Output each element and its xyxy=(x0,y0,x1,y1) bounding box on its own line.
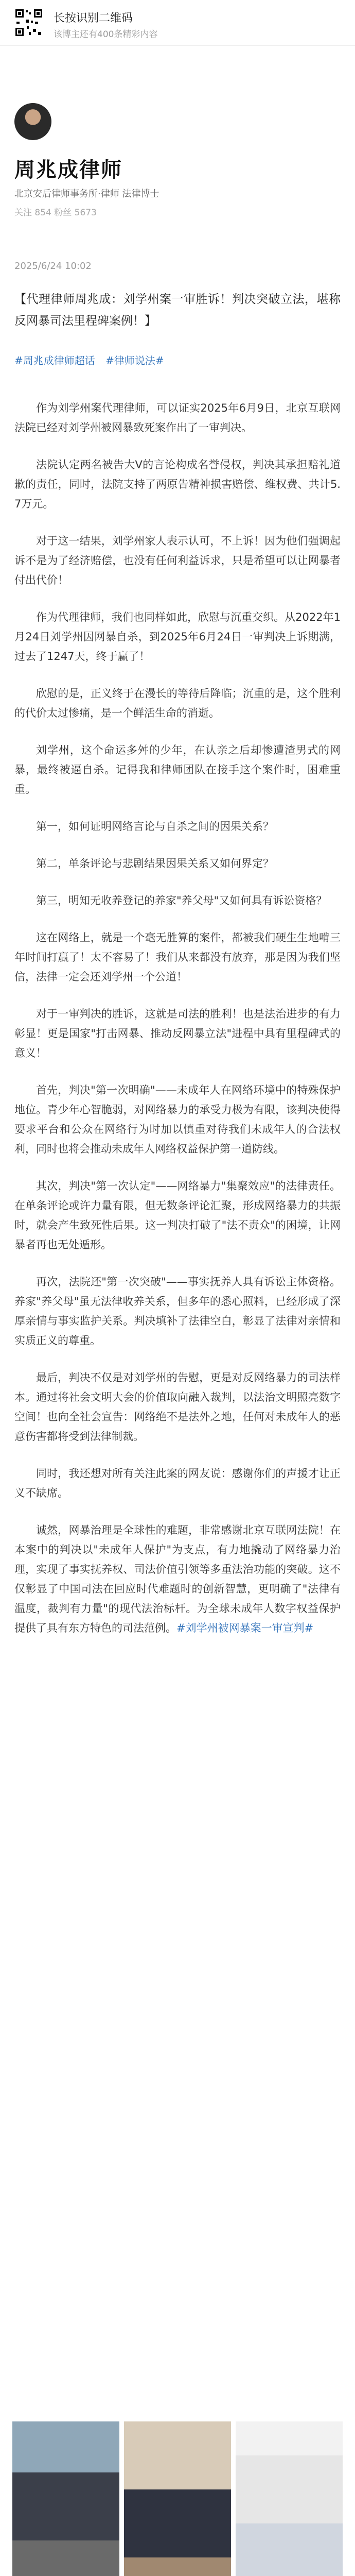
paragraph: 对于这一结果，刘学州家人表示认可，不上诉！因为他们强调起诉不是为了经济赔偿，也没有任何利益诉求，只是希望可以让网暴者付出代价！ xyxy=(14,535,341,586)
post-headline: 【代理律师周兆成：刘学州案一审胜诉！判决突破立法，堪称反网暴司法里程碑案例！】 xyxy=(14,293,341,328)
qr-code-icon[interactable] xyxy=(14,8,43,37)
paragraph: 作为代理律师，我们也同样如此，欣慰与沉重交织。从2022年1月24日刘学州因网暴自杀，到2025年6月24日一审判决上诉期满，过去了1247天，终于赢了！ xyxy=(14,611,341,663)
hashtag-link[interactable]: #刘学州被网暴案一审宣判# xyxy=(176,1622,314,1634)
paragraph: 其次，判决"第一次认定"——网络暴力"集聚效应"的法律责任。在单条评论或许力量有限，但无数条评论汇聚，形成网络暴力的共振时，就会产生致死性后果。这一判决打破了"法不责众"的困境，让网暴者再也无处遁形。 xyxy=(14,1180,341,1251)
paragraph: 欣慰的是，正义终于在漫长的等待后降临；沉重的是，这个胜利的代价太过惨痛，是一个鲜活生命的消逝。 xyxy=(14,687,341,719)
paragraph-final xyxy=(14,1520,341,1638)
paragraph-text: 诚然，网暴治理是全球性的难题，非常感谢北京互联网法院！在本案中的判决以"未成年人保护"为支点，有力地撬动了网络暴力治理，实现了事实抚养权、司法价值引领等多重法治功能的突破。这不仅彰显了中国司法在回应时代难题时的创新智慧，更明确了"法律有温度，裁判有力量"的现代法治标杆。为全球未成年人数字权益保护提供了具有东方特色的司法范例。 xyxy=(14,1524,341,1634)
paragraph: 对于一审判决的胜诉，这就是司法的胜利！也是法治进步的有力彰显！更是国家"打击网暴、推动反网暴立法"进程中具有里程碑式的意义！ xyxy=(14,1008,341,1059)
paragraph: 第三，明知无收养登记的养家"养父母"又如何具有诉讼资格？ xyxy=(36,894,327,907)
paragraph: 第二，单条评论与悲剧结果因果关系又如何界定？ xyxy=(36,857,274,870)
photo-thumbnail[interactable] xyxy=(12,2421,119,2576)
post-date: 2025/6/24 10:02 xyxy=(14,261,92,272)
paragraph: 这在网络上，就是一个毫无胜算的案件，都被我们硬生生地啃三年时间打赢了！太不容易了！我们从来都没有放弃，那是因为我们坚信，法律一定会还刘学州一个公道！ xyxy=(14,931,341,983)
paragraph: 第一，如何证明网络言论与自杀之间的因果关系？ xyxy=(36,820,274,833)
author-name[interactable]: 周兆成律师 xyxy=(14,158,122,182)
topic-links xyxy=(14,352,341,367)
avatar[interactable] xyxy=(14,103,51,140)
author-stats: 关注 854 粉丝 5673 xyxy=(14,208,97,218)
topic-link[interactable]: #周兆成律师超话 xyxy=(14,354,95,367)
topbar-subtitle: 该博主还有400条精彩内容 xyxy=(54,29,158,40)
photo-thumbnail[interactable] xyxy=(236,2421,343,2576)
author-description: 北京安后律师事务所·律师 法律博士 xyxy=(14,189,159,199)
paragraph: 刘学州，这个命运多舛的少年，在认亲之后却惨遭渣男式的网暴，最终被逼自杀。记得我和律师团队在接手这个案件时，困难重重。 xyxy=(14,744,341,795)
paragraph: 作为刘学州案代理律师，可以证实2025年6月9日，北京互联网法院已经对刘学州被网暴致死案作出了一审判决。 xyxy=(14,402,341,434)
paragraph: 首先，判决"第一次明确"——未成年人在网络环境中的特殊保护地位。青少年心智脆弱，对网络暴力的承受力极为有限，该判决使得要求平台和公众在网络行为时加以慎重对待我们未成年人的合法权利，同时也将会推动未成年人网络权益保护第一道防线。 xyxy=(14,1084,341,1155)
paragraph: 再次，法院还"第一次突破"——事实抚养人具有诉讼主体资格。养家"养父母"虽无法律收养关系，但多年的悉心照料，已经形成了深厚亲情与事实监护关系。判决填补了法律空白，彰显了法律对亲情和实质正义的尊重。 xyxy=(14,1276,341,1347)
photo-grid xyxy=(12,2421,343,2576)
paragraph: 同时，我还想对所有关注此案的网友说：感谢你们的声援才让正义不缺席。 xyxy=(14,1467,341,1499)
paragraph: 最后，判决不仅是对刘学州的告慰，更是对反网络暴力的司法样本。通过将社会文明大会的价值取向融入裁判，以法治文明照亮数字空间！也向全社会宣告：网络绝不是法外之地，任何对未成年人的恶意伤害都将受到法律制裁。 xyxy=(14,1371,341,1443)
photo-thumbnail[interactable] xyxy=(124,2421,231,2576)
topbar-title: 长按识别二维码 xyxy=(54,12,133,25)
post-content xyxy=(14,289,341,1655)
top-banner xyxy=(0,0,355,46)
paragraph: 法院认定两名被告大V的言论构成名誉侵权，判决其承担赔礼道歉的责任，同时，法院支持了两原告精神损害赔偿、维权费、共计5.7万元。 xyxy=(14,459,341,510)
topic-link[interactable]: #律师说法# xyxy=(105,354,164,367)
